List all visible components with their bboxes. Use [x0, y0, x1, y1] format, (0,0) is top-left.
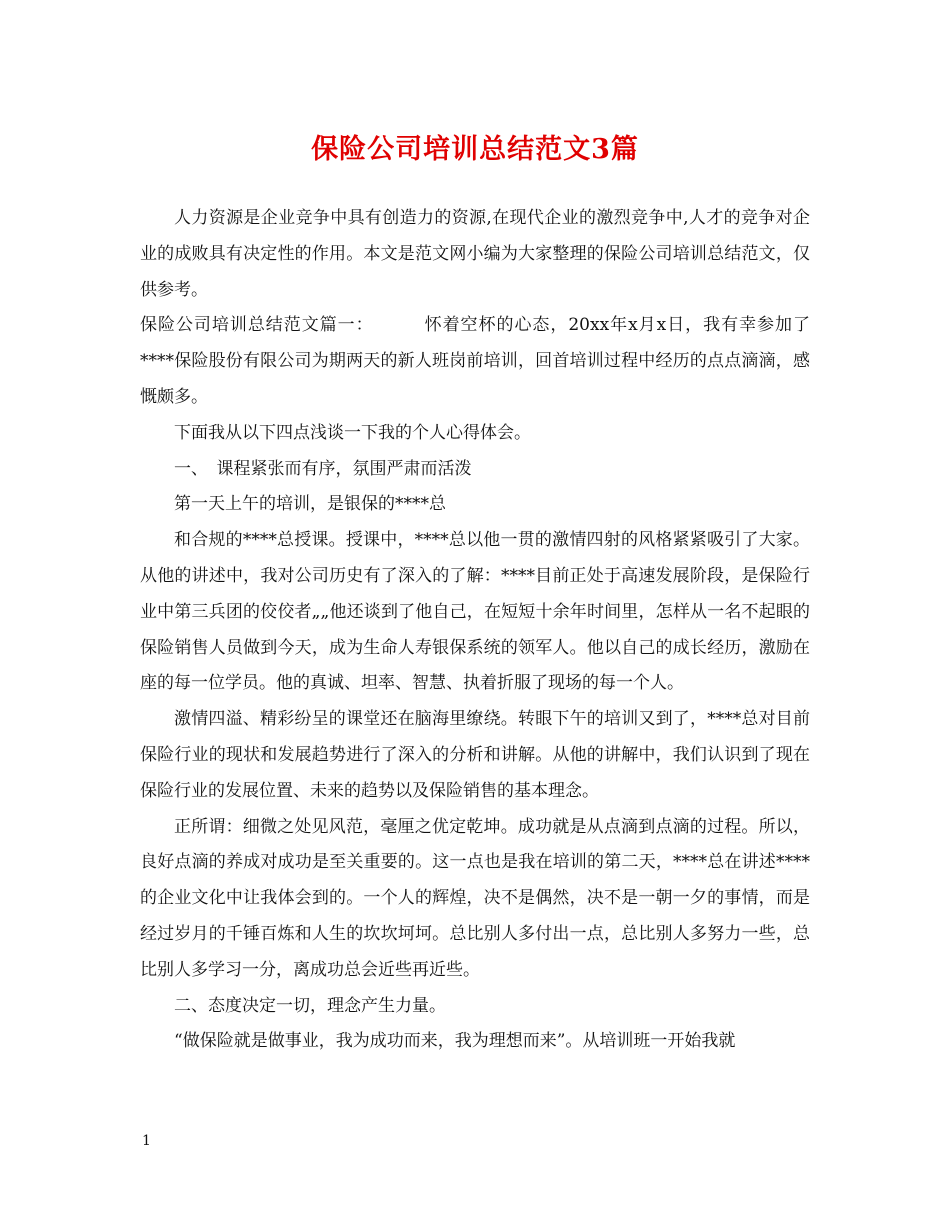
- section-one-text: 怀着空杯的心态，20xx年x月x日，我有幸参加了****保险股份有限公司为期两天的新人班岗前培训，回首培训过程中经历的点点滴滴，感慨颇多。: [140, 315, 810, 407]
- body-paragraph: 正所谓：细微之处见风范，毫厘之优定乾坤。成功就是从点滴到点滴的过程。所以，良好点滴的养成对成功是至关重要的。这一点也是我在培训的第二天，****总在讲述****的企业文化中让我体会到的。一个人的辉煌，决不是偶然，决不是一朝一夕的事情，而是经过岁月的千锤百炼和人生的坎坎坷坷。总比别人多付出一点，总比别人多努力一些，总比别人多学习一分，离成功总会近些再近些。: [140, 816, 810, 980]
- section-one-lead: 保险公司培训总结范文篇一：: [140, 315, 374, 336]
- body-paragraph: “做保险就是做事业，我为成功而来，我为理想而来”。从培训班一开始我就: [174, 1031, 736, 1052]
- body-paragraph: 下面我从以下四点浅谈一下我的个人心得体会。: [174, 422, 531, 443]
- document-title: 保险公司培训总结范文3篇: [311, 134, 639, 165]
- subheading-two: 二、态度决定一切，理念产生力量。: [174, 995, 446, 1016]
- document-body: [140, 201, 810, 1060]
- page-number: 1: [142, 1133, 151, 1149]
- body-paragraph: 激情四溢、精彩纷呈的课堂还在脑海里缭绕。转眼下午的培训又到了，****总对目前保险行业的现状和发展趋势进行了深入的分析和讲解。从他的讲解中，我们认识到了现在保险行业的发展位置、未来的趋势以及保险销售的基本理念。: [140, 709, 810, 801]
- section-one-header-paragraph: [140, 308, 810, 415]
- body-paragraph: 和合规的****总授课。授课中，****总以他一贯的激情四射的风格紧紧吸引了大家。从他的讲述中，我对公司历史有了深入的了解：****目前正处于高速发展阶段，是保险行业中第三兵团的佼佼者„„他还谈到了他自己，在短短十余年时间里，怎样从一名不起眼的保险销售人员做到今天，成为生命人寿银保系统的领军人。他以自己的成长经历，激励在座的每一位学员。他的真诚、坦率、智慧、执着折服了现场的每一个人。: [140, 530, 810, 694]
- subheading-one: 一、 课程紧张而有序，氛围严肃而活泼: [174, 458, 472, 479]
- intro-paragraph: 人力资源是企业竞争中具有创造力的资源,在现代企业的激烈竞争中,人才的竞争对企业的成败具有决定性的作用。本文是范文网小编为大家整理的保险公司培训总结范文，仅供参考。: [140, 208, 810, 300]
- body-paragraph: 第一天上午的培训，是银保的****总: [174, 494, 446, 515]
